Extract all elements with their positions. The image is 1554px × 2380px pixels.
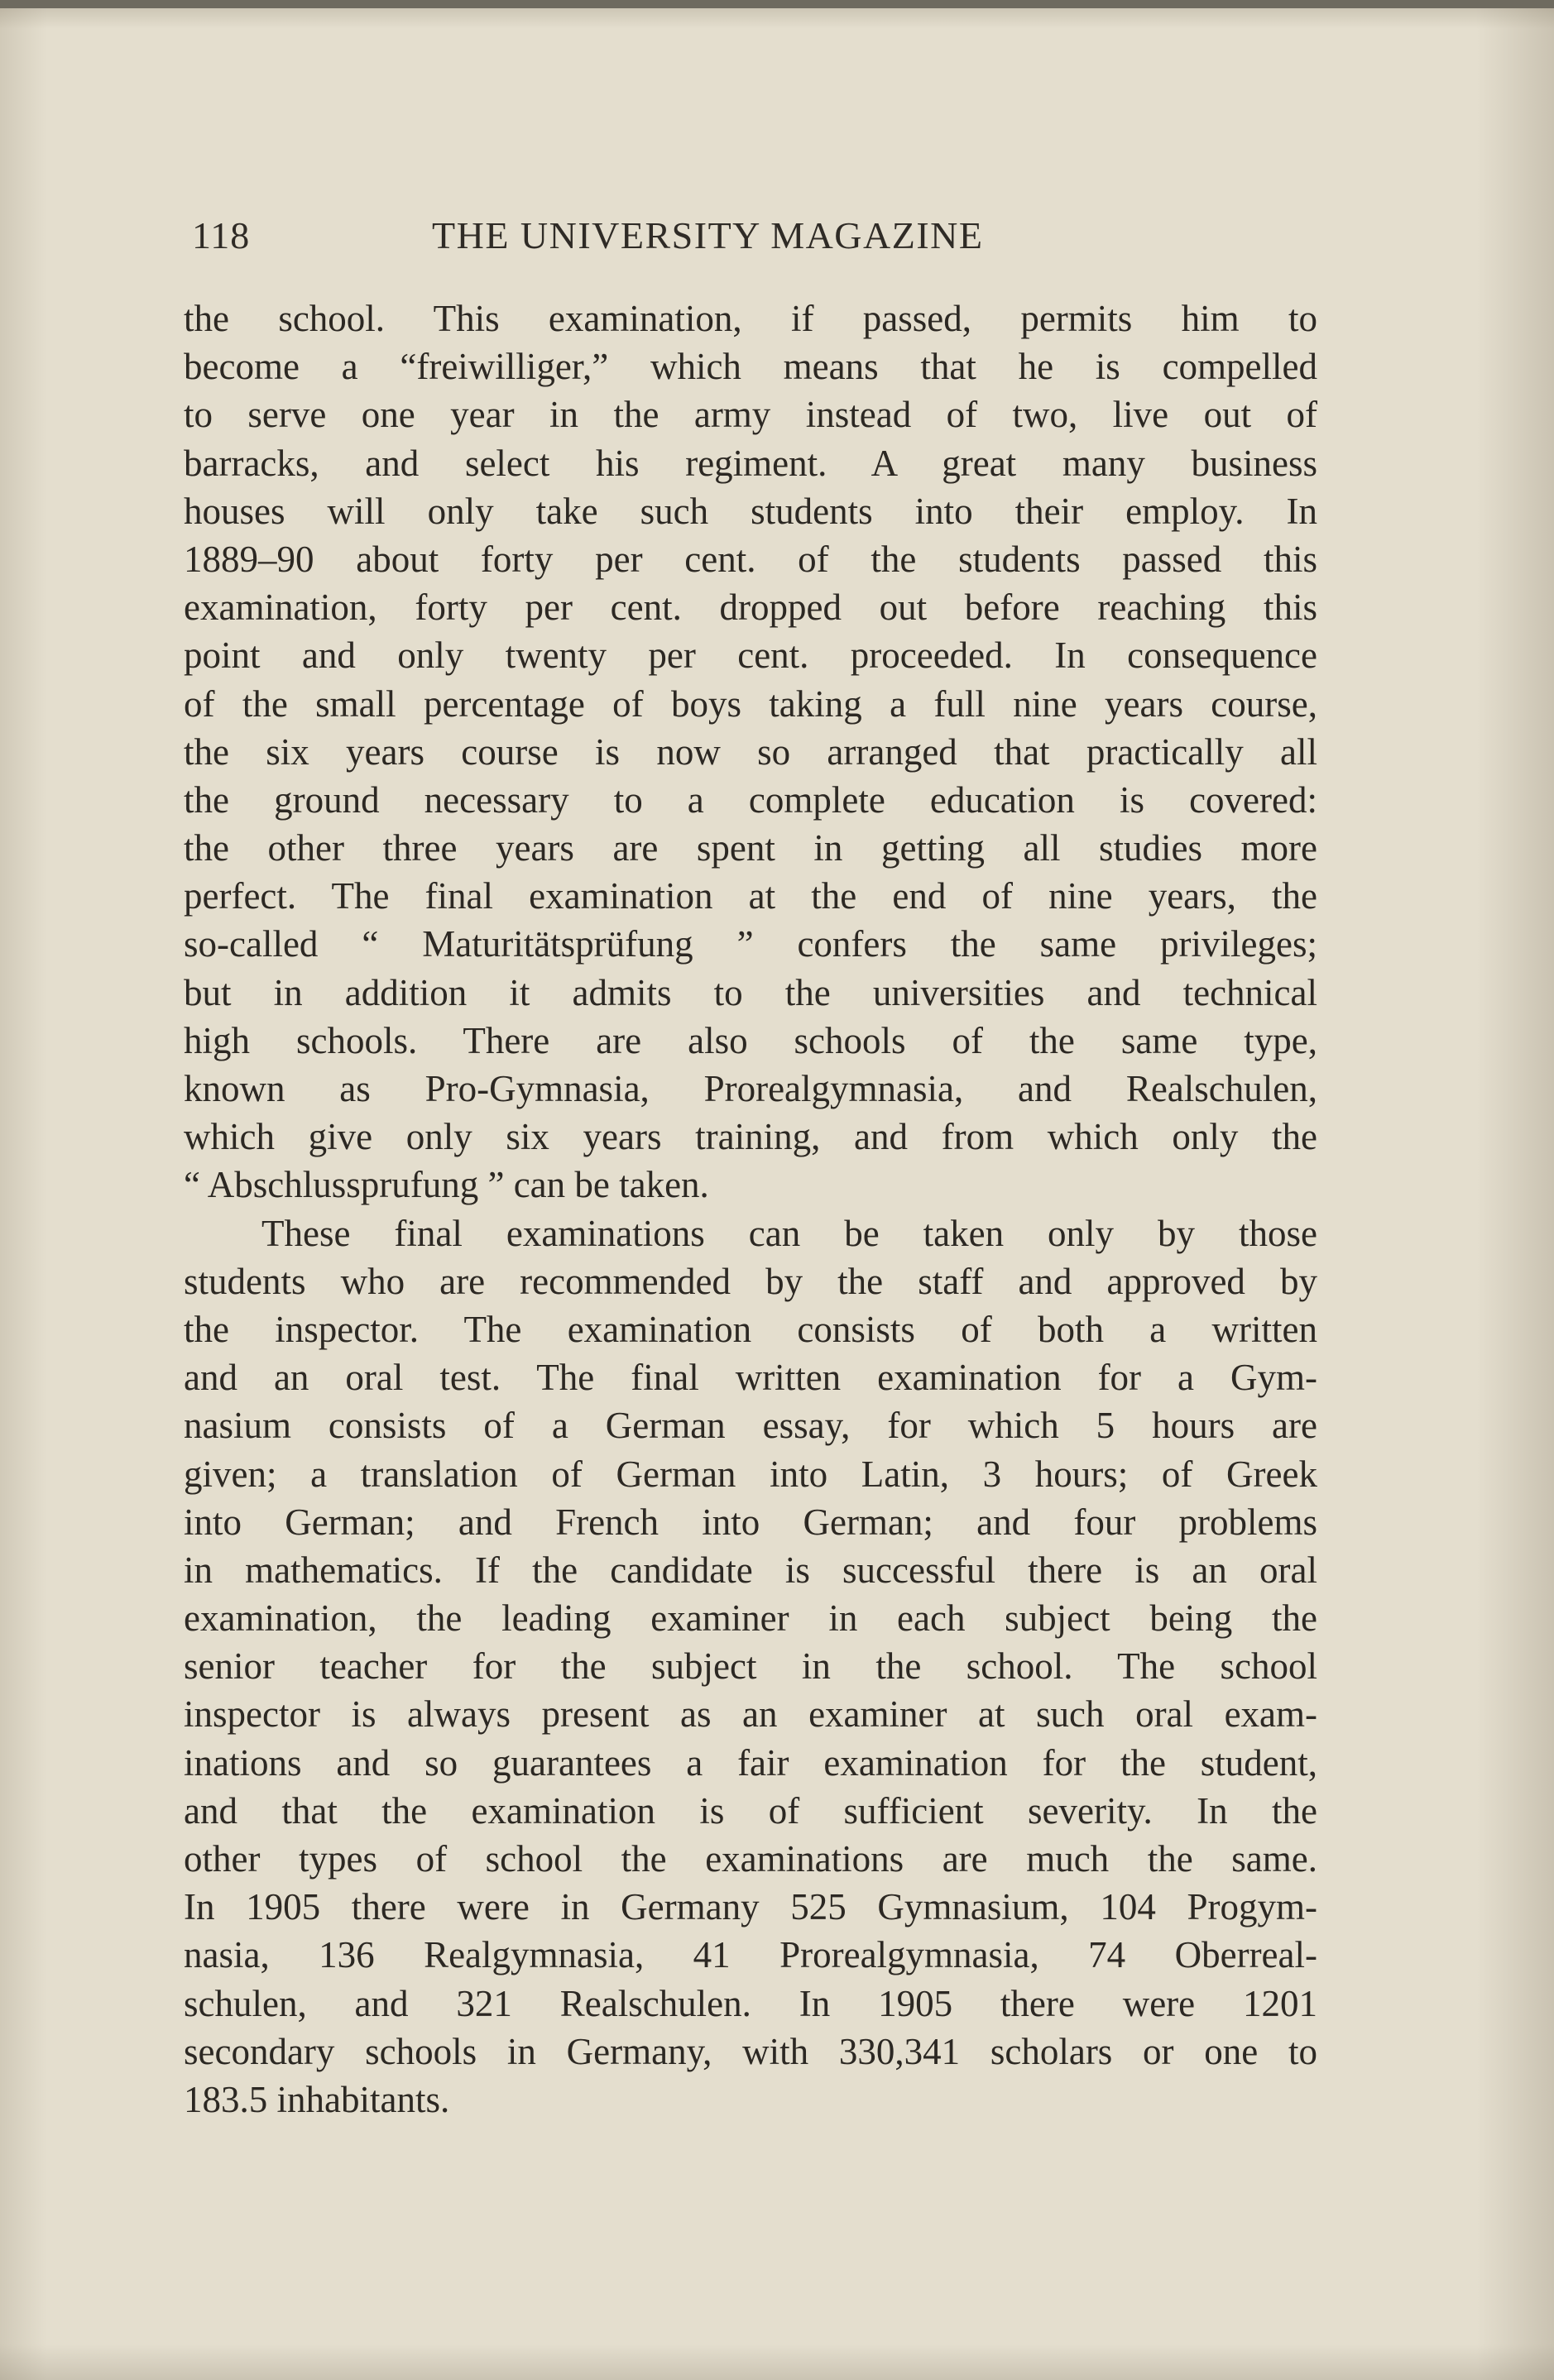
text-line: become a “freiwilliger,” which means that he is compelled [184, 346, 1317, 388]
text-line: inspector is always present as an examiner at such oral exam- [184, 1693, 1317, 1736]
text-line: senior teacher for the subject in the school. The school [184, 1645, 1317, 1688]
text-line: the six years course is now so arranged that practically all [184, 730, 1317, 773]
text-line: the inspector. The examination consists of both a written [184, 1308, 1317, 1350]
text-line: other types of school the examinations are much the same. [184, 1838, 1317, 1880]
text-line: so-called “ Maturitätsprüfung ” confers the same privileges; [184, 923, 1317, 965]
text-line: students who are recommended by the staff and approved by [184, 1260, 1317, 1302]
text-line: high schools. There are also schools of the same type, [184, 1019, 1317, 1061]
scan-top-edge [0, 0, 1554, 8]
text-line: point and only twenty per cent. proceeded. In consequence [184, 635, 1317, 677]
text-line: nasium consists of a German essay, for which 5 hours are [184, 1405, 1317, 1447]
text-line: houses will only take such students into their employ. In [184, 490, 1317, 532]
text-line: but in addition it admits to the universities and technical [184, 971, 1317, 1013]
text-line: secondary schools in Germany, with 330,341 scholars or one to [184, 2030, 1317, 2072]
text-line: and an oral test. The final written examination for a Gym- [184, 1357, 1317, 1399]
text-line: known as Pro-Gymnasia, Prorealgymnasia, and Realschulen, [184, 1068, 1317, 1109]
paragraph-end-line: “ Abschlussprufung ” can be taken. [184, 1164, 709, 1206]
text-line: given; a translation of German into Latin, 3 hours; of Greek [184, 1453, 1317, 1495]
text-line: to serve one year in the army instead of two, live out of [184, 394, 1317, 436]
text-line: the ground necessary to a complete education is covered: [184, 778, 1317, 821]
text-line: into German; and French into German; and four problems [184, 1501, 1317, 1543]
text-line: the school. This examination, if passed, permits him to [184, 298, 1317, 339]
text-line: the other three years are spent in getting all studies more [184, 827, 1317, 869]
text-line: nasia, 136 Realgymnasia, 41 Prorealgymnasia, 74 Oberreal- [184, 1934, 1317, 1976]
text-line: and that the examination is of sufficient severity. In the [184, 1789, 1317, 1832]
text-line: In 1905 there were in Germany 525 Gymnasium, 104 Progym- [184, 1886, 1317, 1928]
text-line: in mathematics. If the candidate is successful there is an oral [184, 1549, 1317, 1591]
text-line: inations and so guarantees a fair examination for the student, [184, 1741, 1317, 1784]
body-text [184, 295, 1317, 2124]
paragraph-end-line: 183.5 inhabitants. [184, 2078, 450, 2120]
paragraph-first-line: These final examinations can be taken only by those [261, 1212, 1317, 1254]
text-line: 1889–90 about forty per cent. of the students passed this [184, 538, 1317, 580]
text-line: perfect. The final examination at the end of nine years, the [184, 875, 1317, 917]
text-line: barracks, and select his regiment. A great many business [184, 442, 1317, 484]
text-line: examination, the leading examiner in each subject being the [184, 1597, 1317, 1640]
text-line: schulen, and 321 Realschulen. In 1905 there were 1201 [184, 1982, 1317, 2024]
text-line: of the small percentage of boys taking a full nine years course, [184, 682, 1317, 725]
magazine-title: THE UNIVERSITY MAGAZINE [432, 214, 984, 256]
running-head [184, 213, 1317, 271]
text-line: which give only six years training, and from which only the [184, 1116, 1317, 1158]
text-line: examination, forty per cent. dropped out before reaching this [184, 587, 1317, 629]
page-number: 118 [192, 214, 251, 256]
